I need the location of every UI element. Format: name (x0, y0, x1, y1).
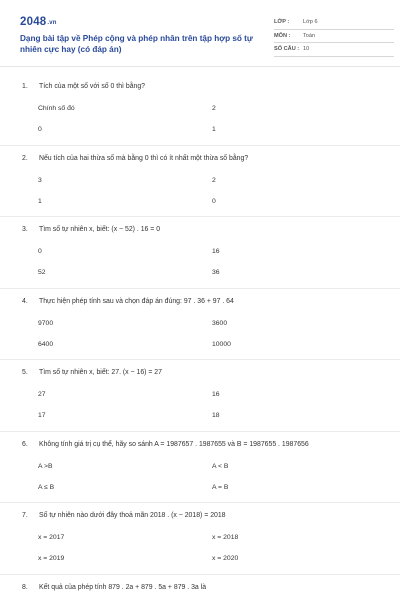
question-prompt: Kết quả của phép tính 879 . 2a + 879 . 5a + 879 . 3a là (39, 583, 207, 591)
logo-text: 2048 (20, 16, 47, 28)
question-item (0, 509, 400, 581)
question-text (22, 441, 309, 448)
question-prompt: Số tự nhiên nào dưới đây thoả mãn 2018 . (x − 2018) = 2018 (39, 512, 226, 519)
answer-option-c[interactable]: 0 (38, 126, 42, 133)
answer-option-b[interactable]: 16 (212, 391, 220, 398)
answer-option-a[interactable]: Chính số đó (38, 105, 75, 112)
meta-label: SỐ CÂU : (274, 46, 300, 52)
question-divider (0, 288, 400, 289)
meta-row-count (274, 43, 394, 57)
answer-option-d[interactable]: 18 (212, 412, 220, 419)
question-item (0, 152, 400, 224)
answer-option-a[interactable]: 3 (38, 176, 42, 184)
answer-option-d[interactable]: 1 (212, 126, 216, 133)
meta-value: Toán (303, 32, 316, 39)
answer-option-d[interactable]: 36 (212, 269, 220, 276)
question-prompt: Không tính giá trị cụ thể, hãy so sánh A = 1987657 . 1987655 và B = 1987655 . 1987656 (39, 440, 309, 448)
question-text (22, 369, 162, 376)
question-text (22, 226, 160, 233)
answer-option-c[interactable]: A ≤ B (38, 483, 55, 491)
question-item (0, 223, 400, 295)
answer-option-d[interactable]: x = 2020 (212, 555, 239, 562)
answer-option-c[interactable]: 6400 (38, 340, 54, 348)
logo-suffix: .vn (47, 20, 57, 26)
answer-option-d[interactable]: 0 (212, 197, 216, 205)
meta-value: 10 (303, 46, 310, 52)
question-prompt: Thực hiện phép tính sau và chọn đáp án đúng: 97 . 36 + 97 . 64 (39, 297, 234, 305)
question-number: 7. (22, 512, 28, 519)
question-list (0, 80, 400, 600)
answer-option-d[interactable]: 10000 (212, 340, 231, 348)
question-prompt: Tìm số tự nhiên x, biết: (x − 52) . 16 = 0 (39, 226, 161, 233)
question-number: 1. (22, 83, 28, 90)
question-divider (0, 145, 400, 146)
meta-info (274, 16, 394, 57)
answer-option-a[interactable]: 9700 (38, 319, 54, 327)
meta-value: Lớp 6 (303, 19, 318, 25)
answer-option-c[interactable]: 1 (38, 197, 42, 205)
site-logo[interactable] (20, 16, 57, 28)
question-number: 8. (22, 583, 28, 591)
question-divider (0, 574, 400, 575)
question-number: 5. (22, 369, 28, 376)
question-text (22, 155, 248, 162)
answer-option-d[interactable]: A = B (212, 483, 229, 491)
question-prompt: Tìm số tự nhiên x, biết: 27. (x − 16) = 27 (39, 369, 162, 376)
question-divider (0, 216, 400, 217)
meta-row-subject (274, 30, 394, 44)
question-prompt: Nếu tích của hai thừa số mà bằng 0 thì có ít nhất một thừa số bằng? (39, 154, 249, 162)
question-item (0, 366, 400, 438)
answer-option-b[interactable]: 3600 (212, 319, 228, 327)
question-number: 6. (22, 440, 28, 448)
question-divider (0, 431, 400, 432)
question-text (22, 83, 145, 90)
question-text (22, 298, 234, 305)
meta-label: LỚP : (274, 19, 290, 25)
answer-option-b[interactable]: 2 (212, 176, 216, 184)
answer-option-a[interactable]: x = 2017 (38, 534, 65, 541)
question-number: 3. (22, 226, 28, 233)
answer-option-a[interactable]: 27 (38, 391, 46, 398)
answer-option-b[interactable]: 2 (212, 105, 216, 112)
answer-option-a[interactable]: 0 (38, 248, 42, 255)
question-text (22, 512, 226, 519)
answer-option-b[interactable]: A < B (212, 462, 229, 470)
answer-option-b[interactable]: 16 (212, 248, 220, 255)
answer-option-c[interactable]: x = 2019 (38, 555, 65, 562)
header-divider (0, 66, 400, 67)
answer-option-c[interactable]: 52 (38, 269, 46, 276)
question-number: 2. (22, 154, 28, 162)
answer-option-c[interactable]: 17 (38, 412, 46, 419)
question-item (0, 295, 400, 367)
question-divider (0, 359, 400, 360)
document-header (20, 16, 382, 60)
document-title: Dạng bài tập về Phép cộng và phép nhân trên tập hợp số tự nhiên cực hay (có đáp án) (20, 34, 253, 54)
question-divider (0, 502, 400, 503)
question-number: 4. (22, 297, 28, 305)
question-item (0, 438, 400, 510)
question-item (0, 80, 400, 152)
question-item (0, 581, 400, 600)
meta-row-class (274, 16, 394, 30)
question-text (22, 584, 206, 591)
answer-option-a[interactable]: A >B (38, 462, 53, 470)
meta-label: MÔN : (274, 32, 291, 39)
question-prompt: Tích của một số với số 0 thì bằng? (39, 83, 146, 90)
answer-option-b[interactable]: x = 2018 (212, 534, 239, 541)
